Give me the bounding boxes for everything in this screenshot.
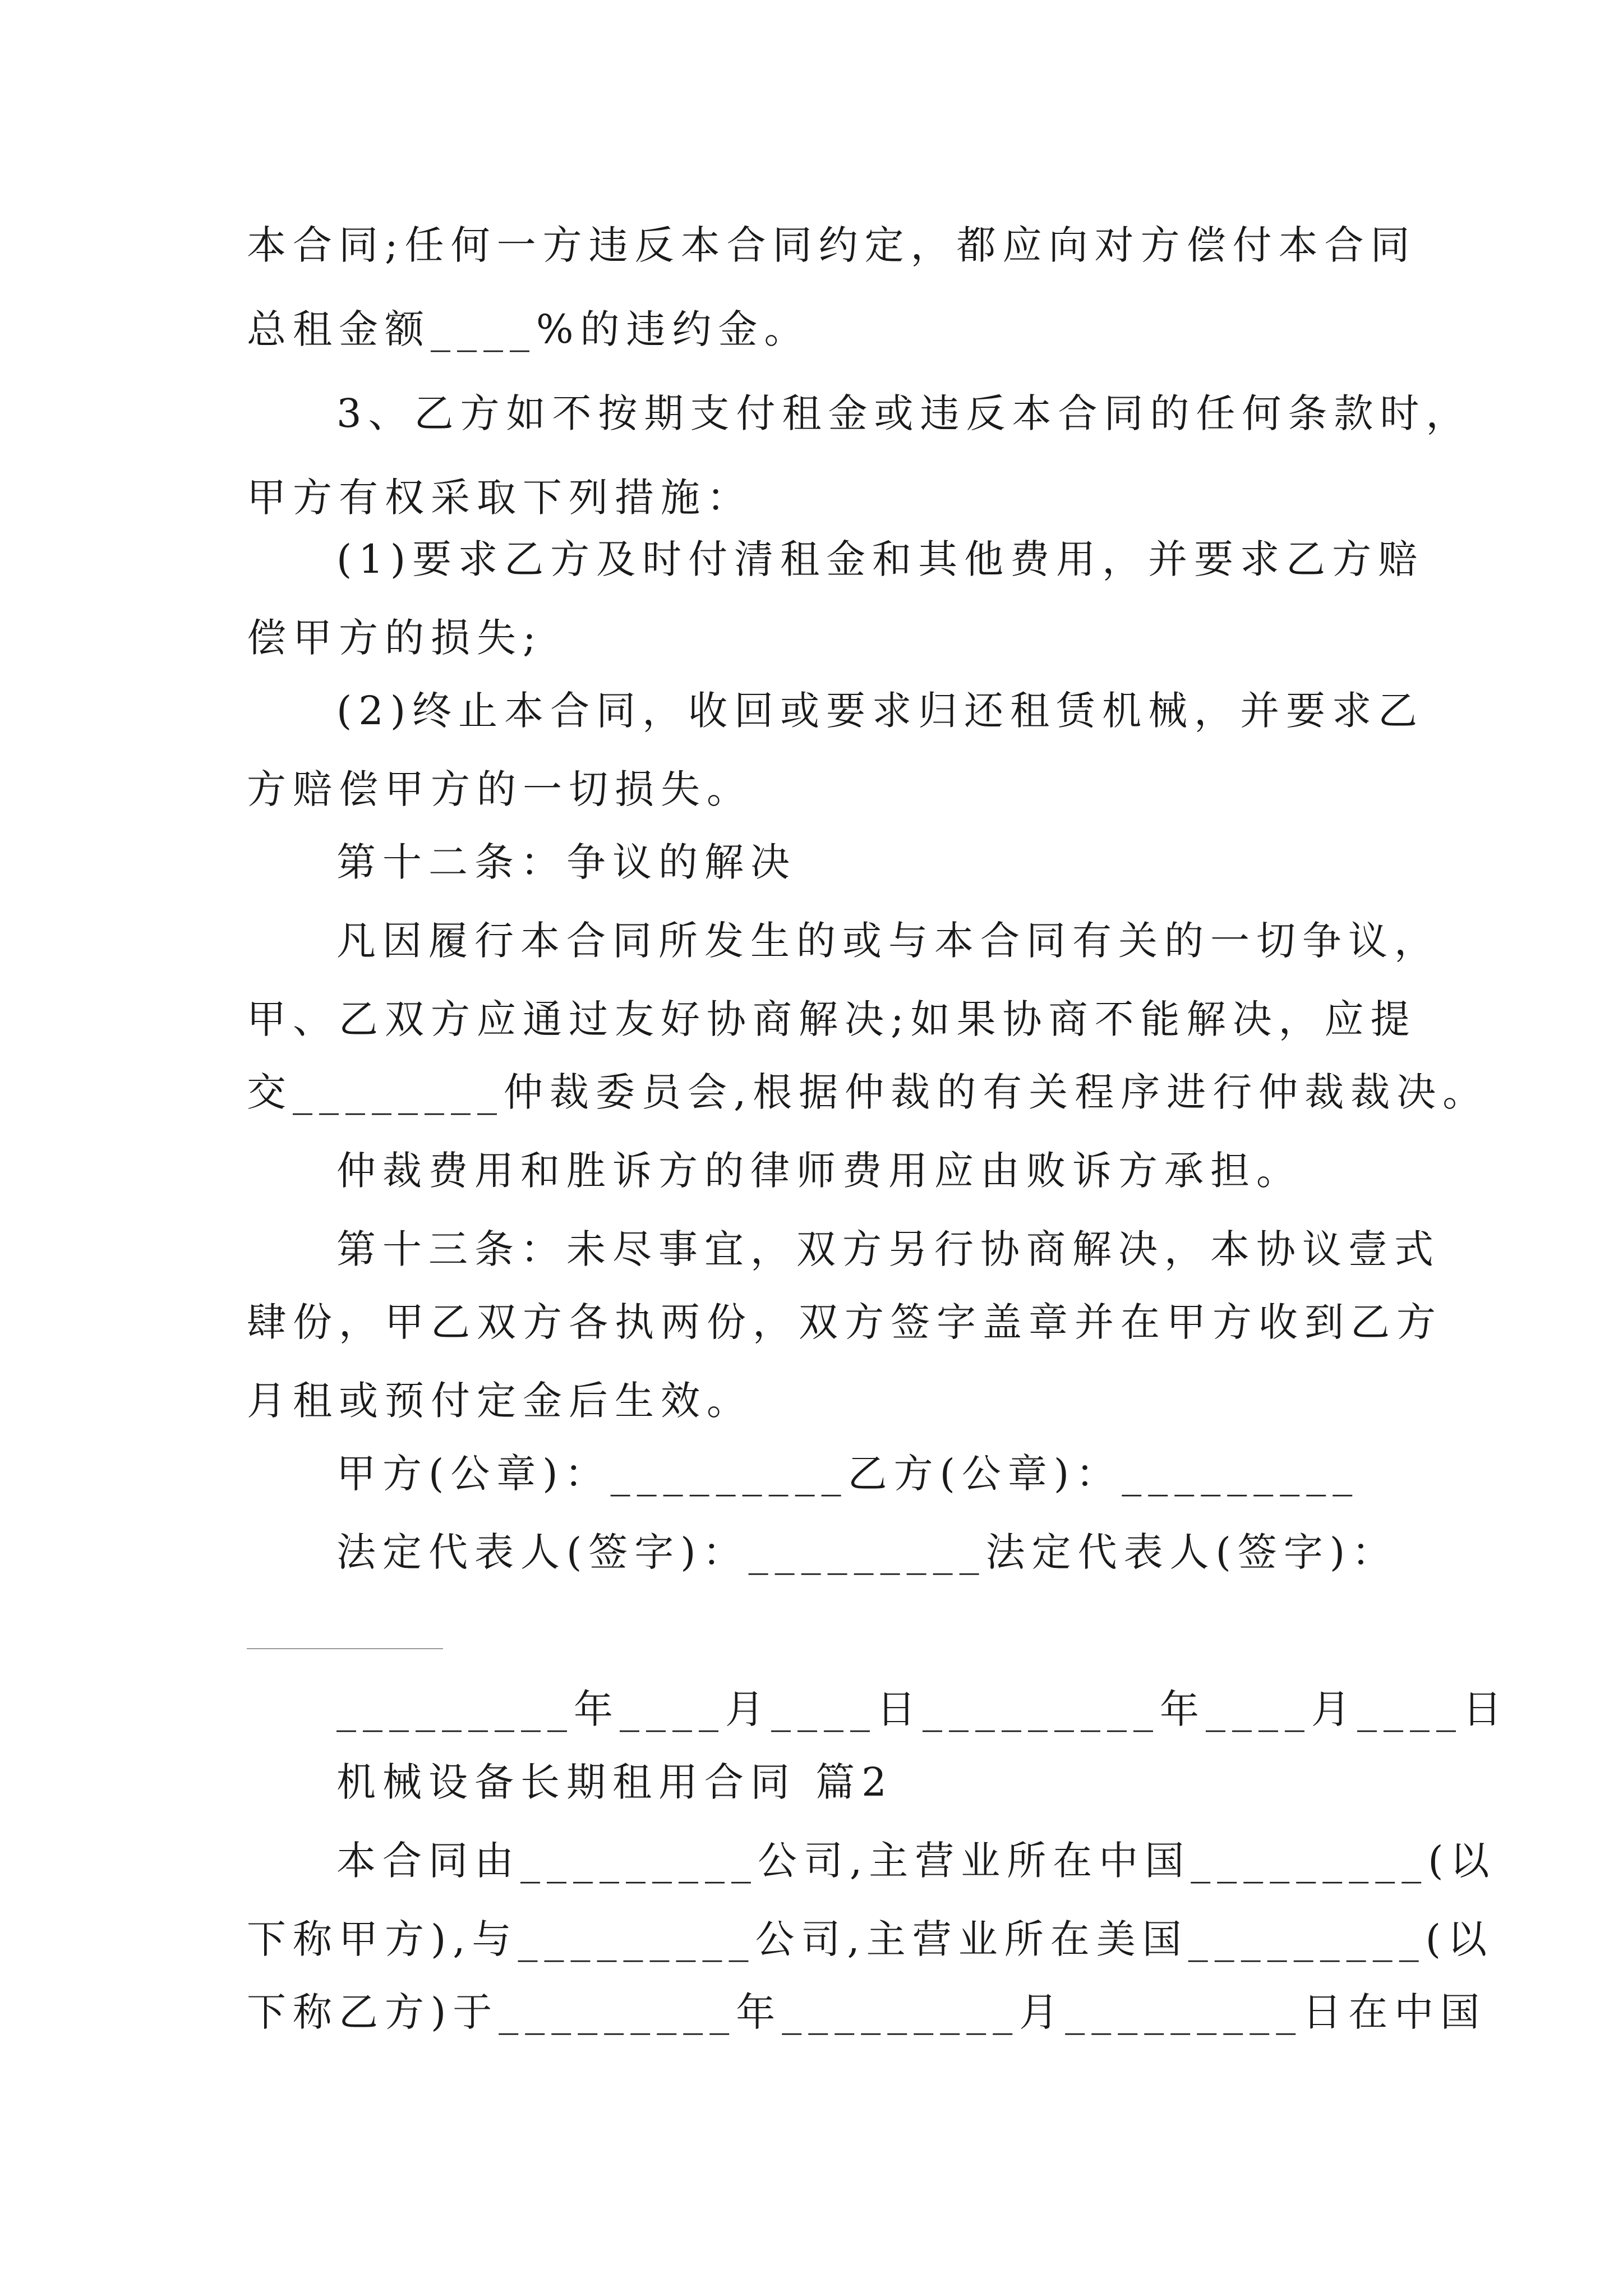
text-line: (1)要求乙方及时付清租金和其他费用，并要求乙方赔: [336, 536, 1424, 582]
text-line: 第十三条：未尽事宜，双方另行协商解决，本协议壹式: [336, 1226, 1440, 1272]
date-line: _________年____月____日_________年____月____日: [336, 1686, 1509, 1732]
text-line: 本合同由_________公司,主营业所在中国_________(以: [336, 1838, 1496, 1884]
text-line: 月租或预付定金后生效。: [247, 1378, 753, 1424]
text-line: 甲方有权采取下列措施：: [247, 475, 753, 521]
section-title: 机械设备长期租用合同 篇2: [336, 1759, 893, 1805]
text-line: (2)终止本合同，收回或要求归还租赁机械，并要求乙: [336, 688, 1424, 734]
text-line: 肆份，甲乙双方各执两份，双方签字盖章并在甲方收到乙方: [247, 1299, 1442, 1345]
text-line: 本合同;任何一方违反本合同约定，都应向对方偿付本合同: [247, 222, 1417, 268]
signature-line: 甲方(公章)：_________乙方(公章)：_________: [336, 1451, 1359, 1497]
text-line: 甲、乙双方应通过友好协商解决;如果协商不能解决，应提: [247, 996, 1417, 1042]
text-line: 偿甲方的损失;: [247, 615, 543, 661]
signature-underline: [247, 1648, 443, 1649]
section-heading: 第十二条：争议的解决: [336, 839, 796, 885]
text-line: 总租金额____%的违约金。: [247, 306, 810, 352]
text-line: 3、乙方如不按期支付租金或违反本合同的任何条款时，: [336, 390, 1472, 436]
signature-line: 法定代表人(签字)：_________法定代表人(签字)：: [336, 1529, 1398, 1575]
text-line: 交________仲裁委员会,根据仲裁的有关程序进行仲裁裁决。: [247, 1069, 1489, 1115]
text-line: 下称甲方),与_________公司,主营业所在美国_________(以: [247, 1916, 1494, 1962]
text-line: 方赔偿甲方的一切损失。: [247, 766, 753, 812]
text-line: 仲裁费用和胜诉方的律师费用应由败诉方承担。: [336, 1148, 1302, 1194]
text-line: 下称乙方)于_________年_________月_________日在中国: [247, 1989, 1487, 2035]
text-line: 凡因履行本合同所发生的或与本合同有关的一切争议，: [336, 918, 1440, 964]
